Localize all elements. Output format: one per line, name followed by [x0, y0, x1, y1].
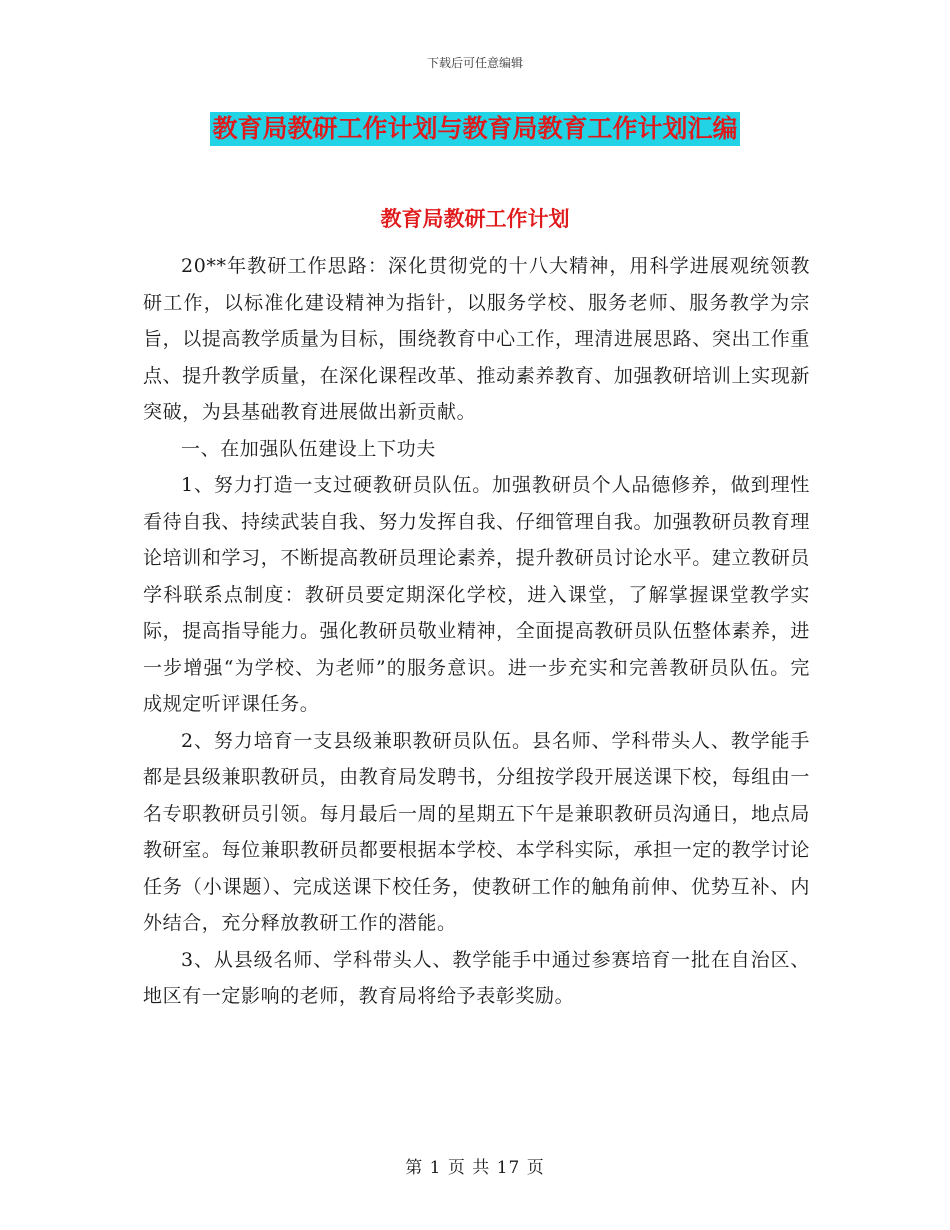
paragraph-intro: 20**年教研工作思路：深化贯彻党的十八大精神，用科学进展观统领教研工作，以标准化建设精神为指针，以服务学校、服务老师、服务教学为宗旨，以提高教学质量为目标，围绕教育中心工作，理清进展思路、突出工作重点、提升教学质量，在深化课程改革、推动素养教育、加强教研培训上实现新突破，为县基础教育进展做出新贡献。: [143, 255, 810, 423]
page-footer: 第 1 页 共 17 页: [405, 1158, 545, 1178]
paragraph-item-2: 2、努力培育一支县级兼职教研员队伍。县名师、学科带头人、教学能手都是县级兼职教研员，由教育局发聘书，分组按学段开展送课下校，每组由一名专职教研员引领。每月最后一周的星期五下午是兼职教研员沟通日，地点局教研室。每位兼职教研员都要根据本学校、本学科实际，承担一定的教学讨论任务（小课题）、完成送课下校任务，使教研工作的触角前伸、优势互补、内外结合，充分释放教研工作的潜能。: [143, 729, 810, 934]
heading-team-building: 一、在加强队伍建设上下功夫: [181, 437, 436, 460]
header-note: 下载后可任意编辑: [426, 56, 523, 70]
paragraph-item-1: 1、努力打造一支过硬教研员队伍。加强教研员个人品德修养，做到理性看待自我、持续武装自我、努力发挥自我、仔细管理自我。加强教研员教育理论培训和学习，不断提高教研员理论素养，提升教研员讨论水平。建立教研员学科联系点制度：教研员要定期深化学校，进入课堂，了解掌握课堂教学实际，提高指导能力。强化教研员敬业精神，全面提高教研员队伍整体素养，进一步增强“为学校、为老师”的服务意识。进一步充实和完善教研员队伍。完成规定听评课任务。: [143, 474, 810, 715]
paragraph-item-3: 3、从县级名师、学科带头人、教学能手中通过参赛培育一批在自治区、地区有一定影响的老师，教育局将给予表彰奖励。: [143, 948, 810, 1007]
document-title-block: [0, 112, 950, 146]
body-text: [143, 248, 810, 1015]
section-title: 教育局教研工作计划: [380, 206, 570, 231]
document-title: 教育局教研工作计划与教育局教育工作计划汇编: [210, 112, 739, 146]
